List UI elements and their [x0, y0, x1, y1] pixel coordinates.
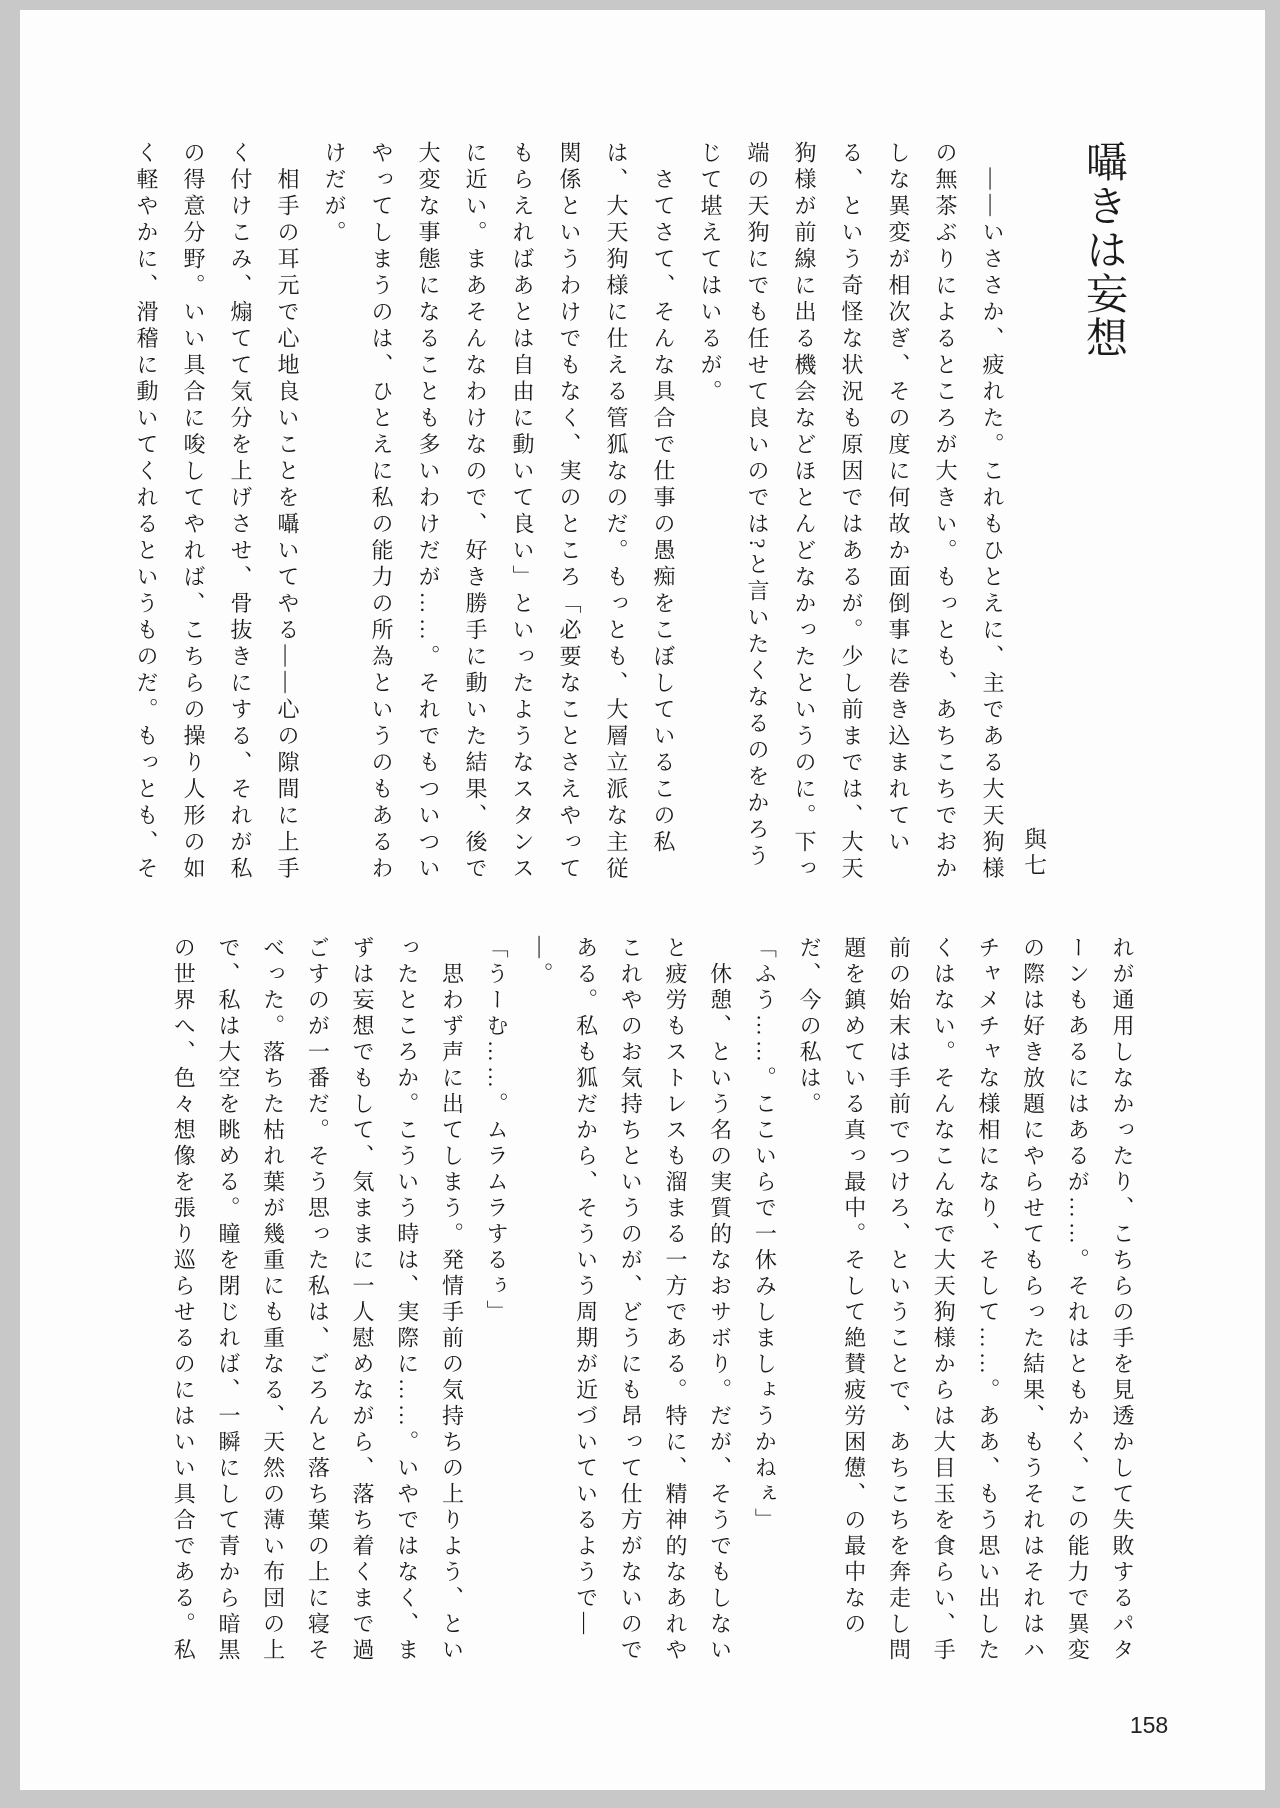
story-title: 囁きは妄想	[1080, 140, 1126, 360]
page-number: 158	[1129, 1712, 1169, 1738]
bottom-text-block	[161, 936, 1144, 1700]
text-column: の無茶ぶりによるところが大きい。もっとも、あちこちでおか	[933, 141, 958, 883]
text-column: ーンもあるにはあるが……。それはともかく、この能力で異変	[1065, 936, 1091, 1664]
text-column: これやのお気持ちというのが、どうにも昂って仕方がないので	[618, 936, 644, 1664]
text-column: で、私は大空を眺める。瞳を閉じれば、一瞬にして青から暗黒	[215, 936, 241, 1664]
text-column: 狗様が前線に出る機会などほとんどなかったというのに。下っ	[792, 141, 817, 883]
text-column: 思わず声に出てしまう。発情手前の気持ちの上りよう、とい	[439, 936, 465, 1664]
text-column: べった。落ちた枯れ葉が幾重にも重なる、天然の薄い布団の上	[260, 936, 286, 1664]
text-column: の世界へ、色々想像を張り巡らせるのにはいい具合である。私	[171, 936, 197, 1664]
text-column: しな異変が相次ぎ、その度に何故か面倒事に巻き込まれてい	[886, 141, 911, 857]
text-column: 端の天狗にでも任せて良いのでは?と言いたくなるのをかろう	[745, 141, 770, 871]
text-column: チャメチャな様相になり、そして……。ああ、もう思い出した	[975, 936, 1001, 1664]
text-column: ある。私も狐だから、そういう周期が近づいているようで―	[573, 936, 599, 1638]
text-column: と疲労もストレスも溜まる一方である。特に、精神的なあれや	[662, 936, 688, 1664]
text-column: は、大天狗様に仕える管狐なのだ。もっとも、大層立派な主従	[604, 141, 629, 883]
text-column: 相手の耳元で心地良いことを囁いてやる――心の隙間に上手	[275, 141, 300, 883]
text-column: 「ふう……。ここいらで一休みしましょうかねぇ」	[752, 936, 778, 1534]
text-column: ずは妄想でもして、気ままに一人慰めながら、落ち着くまで過	[350, 936, 376, 1664]
text-column: ごすのが一番だ。そう思った私は、ごろんと落ち葉の上に寝そ	[305, 936, 331, 1664]
text-column: の際は好き放題にやらせてもらった結果、もうそれはそれはハ	[1020, 936, 1046, 1664]
text-column: やってしまうのは、ひとえに私の能力の所為というのもあるわ	[369, 141, 394, 883]
text-column: 関係というわけでもなく、実のところ「必要なことさえやって	[557, 141, 582, 883]
text-column: ったところか。こういう時は、実際に……。いやではなく、ま	[394, 936, 420, 1664]
text-column: く付けこみ、煽てて気分を上げさせ、骨抜きにする、それが私	[228, 141, 253, 883]
text-column: もらえればあとは自由に動いて良い」といったようなスタンス	[510, 141, 535, 883]
text-column: く軽やかに、滑稽に動いてくれるというものだ。もっとも、そ	[134, 141, 159, 883]
text-column: くはない。そんなこんなで大天狗様からは大目玉を食らい、手	[931, 936, 957, 1664]
story-author: 與七	[1021, 827, 1046, 879]
text-column: に近い。まあそんなわけなので、好き勝手に動いた結果、後で	[463, 141, 488, 883]
text-column: さてさて、そんな具合で仕事の愚痴をこぼしているこの私	[651, 141, 676, 857]
text-column: の得意分野。いい具合に唆してやれば、こちらの操り人形の如	[181, 141, 206, 883]
top-text-block	[123, 141, 1016, 893]
text-column: けだが。	[322, 141, 347, 247]
text-column: 題を鎮めている真っ最中。そして絶賛疲労困憊、の最中なの	[841, 936, 867, 1638]
book-page	[20, 10, 1265, 1790]
text-column: 大変な事態になることも多いわけだが……。それでもついつい	[416, 141, 441, 883]
text-column: じて堪えてはいるが。	[698, 141, 723, 406]
text-column: ―。	[528, 936, 554, 988]
text-column: 休憩、という名の実質的なおサボり。だが、そうでもしない	[707, 936, 733, 1664]
text-column: ――いささか、疲れた。これもひとえに、主である大天狗様	[980, 141, 1005, 883]
text-column: だ、今の私は。	[797, 936, 823, 1118]
text-column: 「うーむ……。ムラムラするぅ」	[484, 936, 510, 1326]
text-column: 前の始末は手前でつけろ、ということで、あちこちを奔走し問	[886, 936, 912, 1664]
text-column: る、という奇怪な状況も原因ではあるが。少し前までは、大天	[839, 141, 864, 883]
text-column: れが通用しなかったり、こちらの手を見透かして失敗するパタ	[1110, 936, 1135, 1664]
